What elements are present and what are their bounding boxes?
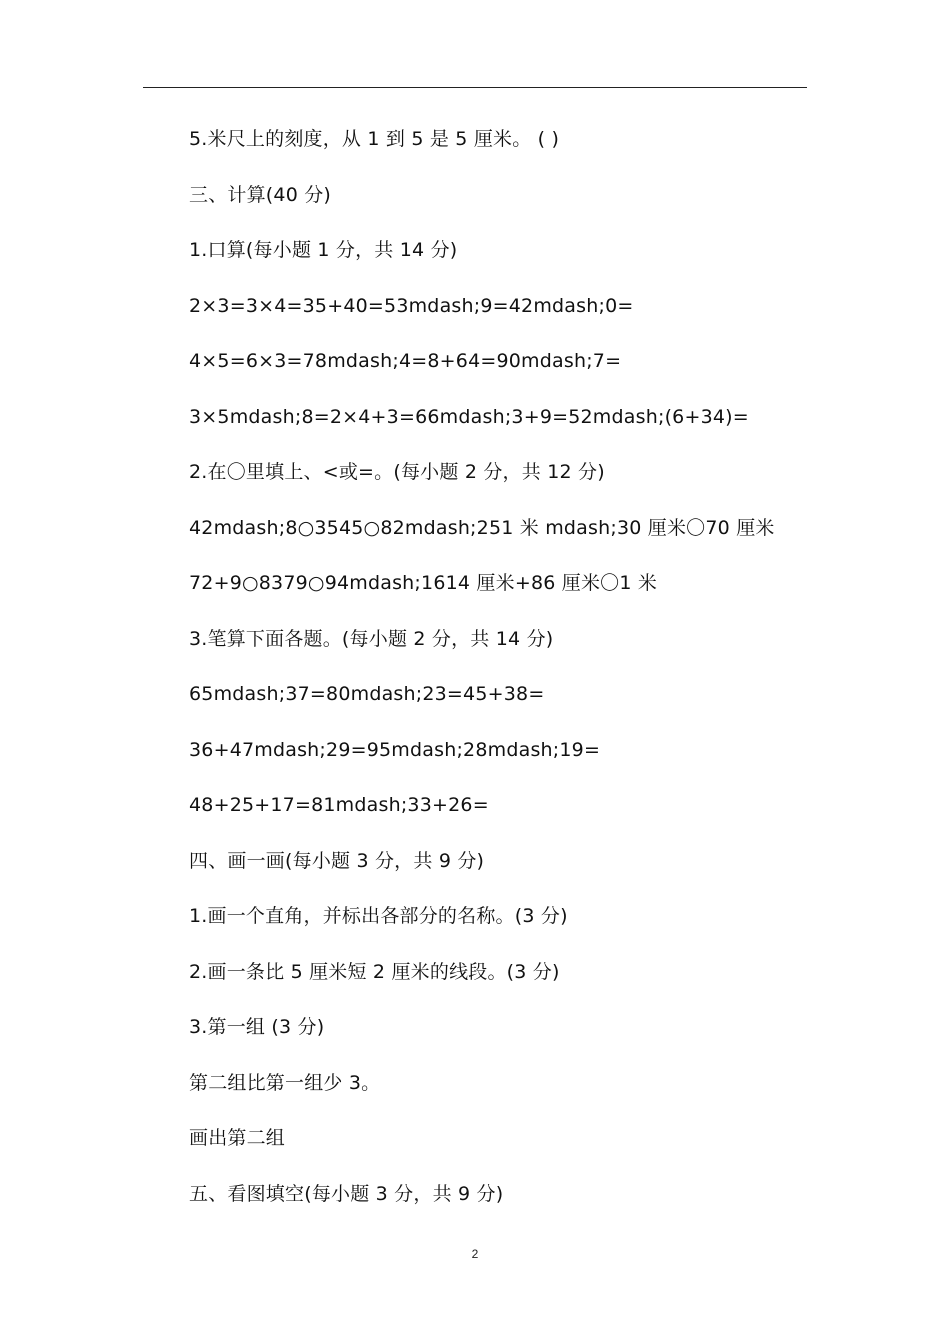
section-4-heading: 四、画一画(每小题 3 分，共 9 分) [189, 849, 485, 872]
oral-calc-row-1: 2×3=3×4=35+40=53mdash;9=42mdash;0= [189, 294, 634, 317]
drawing-question-1: 1.画一个直角，并标出各部分的名称。(3 分) [189, 905, 568, 927]
page-content [189, 124, 829, 1234]
section-3-heading: 三、计算(40 分) [189, 183, 332, 206]
page-number: 2 [471, 1247, 479, 1261]
subsection-oral-calc: 1.口算(每小题 1 分，共 14 分) [189, 239, 458, 261]
subsection-compare: 2.在〇里填上、<或=。(每小题 2 分，共 12 分) [189, 461, 605, 483]
oral-calc-row-3: 3×5mdash;8=2×4+3=66mdash;3+9=52mdash;(6+34)= [189, 405, 749, 428]
header-rule [143, 87, 807, 88]
subsection-written-calc: 3.笔算下面各题。(每小题 2 分，共 14 分) [189, 627, 554, 650]
written-calc-row-3: 48+25+17=81mdash;33+26= [189, 794, 489, 816]
compare-row-1: 42mdash;8○3545○82mdash;251 米 mdash;30 厘米〇70 厘米 [189, 516, 775, 539]
written-calc-row-1: 65mdash;37=80mdash;23=45+38= [189, 683, 545, 705]
drawing-question-3: 3.第一组 (3 分) [189, 1016, 325, 1038]
compare-row-2: 72+9○8379○94mdash;1614 厘米+86 厘米〇1 米 [189, 572, 658, 594]
drawing-question-3-instruction: 画出第二组 [189, 1127, 286, 1149]
question-true-false-5: 5.米尺上的刻度，从 1 到 5 是 5 厘米。 ( ) [189, 128, 560, 150]
drawing-question-3-detail: 第二组比第一组少 3。 [189, 1071, 381, 1094]
section-5-heading: 五、看图填空(每小题 3 分，共 9 分) [189, 1182, 504, 1205]
oral-calc-row-2: 4×5=6×3=78mdash;4=8+64=90mdash;7= [189, 350, 622, 372]
written-calc-row-2: 36+47mdash;29=95mdash;28mdash;19= [189, 738, 601, 761]
drawing-question-2: 2.画一条比 5 厘米短 2 厘米的线段。(3 分) [189, 960, 560, 983]
